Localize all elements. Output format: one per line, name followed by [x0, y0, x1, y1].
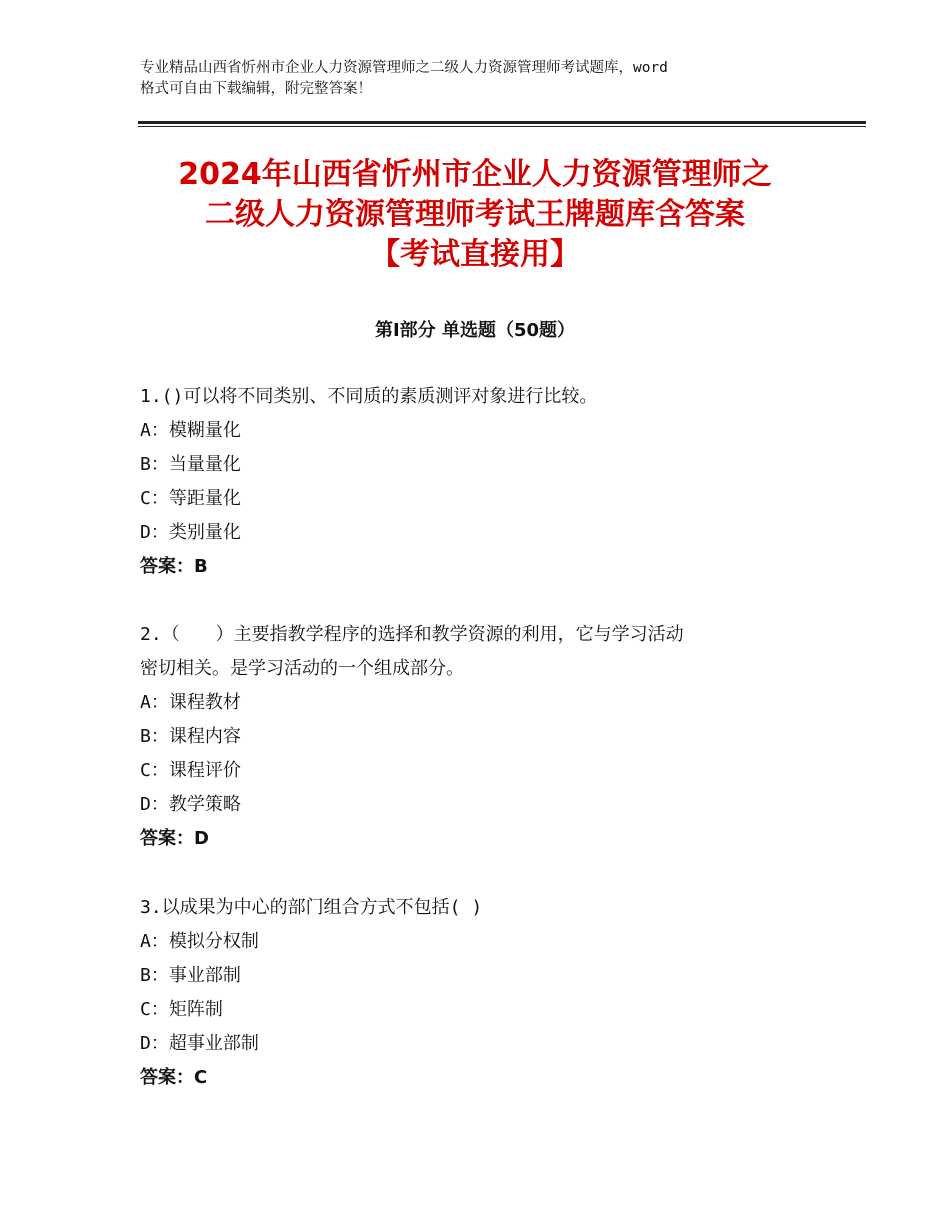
title-line: 二级人力资源管理师考试王牌题库含答案	[205, 197, 745, 232]
question-text: 2.（ ）主要指教学程序的选择和教学资源的利用，它与学习活动	[140, 624, 684, 645]
header-note	[140, 58, 830, 100]
header-divider-thick	[138, 121, 866, 124]
option-b: B：当量量化	[140, 454, 241, 475]
title-line: 【考试直接用】	[370, 237, 580, 272]
header-note-line: 格式可自由下载编辑，附完整答案！	[140, 81, 372, 97]
question-1	[140, 380, 840, 584]
question-text: 1.()可以将不同类别、不同质的素质测评对象进行比较。	[140, 386, 598, 407]
answer: 答案：C	[140, 1067, 208, 1088]
option-c: C：等距量化	[140, 488, 241, 509]
answer: 答案：B	[140, 556, 208, 577]
option-d: D：超事业部制	[140, 1033, 259, 1054]
header-note-line: 专业精品山西省忻州市企业人力资源管理师之二级人力资源管理师考试题库，word	[140, 60, 668, 76]
option-d: D：教学策略	[140, 794, 241, 815]
option-c: C：矩阵制	[140, 999, 223, 1020]
title-line: 2024年山西省忻州市企业人力资源管理师之	[178, 157, 772, 192]
option-b: B：课程内容	[140, 726, 241, 747]
document-title	[100, 155, 850, 275]
option-a: A：课程教材	[140, 692, 241, 713]
question-text: 密切相关。是学习活动的一个组成部分。	[140, 658, 464, 679]
option-b: B：事业部制	[140, 965, 241, 986]
option-a: A：模拟分权制	[140, 931, 259, 952]
question-text: 3.以成果为中心的部门组合方式不包括( )	[140, 897, 483, 918]
question-2	[140, 618, 840, 856]
answer: 答案：D	[140, 828, 209, 849]
option-d: D：类别量化	[140, 522, 241, 543]
question-3	[140, 891, 840, 1095]
option-c: C：课程评价	[140, 760, 241, 781]
section-title: 第Ⅰ部分 单选题（50题）	[374, 320, 575, 341]
option-a: A：模糊量化	[140, 420, 241, 441]
header-divider-thin	[138, 126, 866, 127]
